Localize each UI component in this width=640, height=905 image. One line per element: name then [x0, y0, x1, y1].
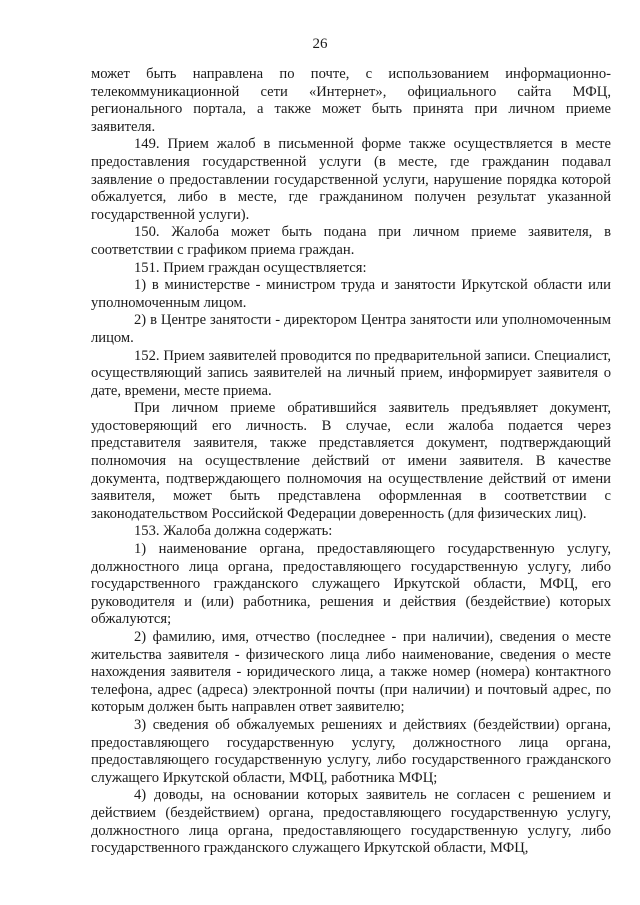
paragraph-153-item-3: 3) сведения об обжалуемых решениях и действиях (бездействии) органа, предоставляющего государственную услугу, должностного лица органа, предоставляющего государственную услугу, либо государственного гражданского служащего Иркутской области, МФЦ, работника МФЦ; — [91, 716, 611, 786]
paragraph-153-item-1: 1) наименование органа, предоставляющего государственную услугу, должностного лица органа, предоставляющего государственную услугу, либо государственного гражданского служащего Иркутской области, МФЦ, его руководителя и (или) работника, решения и действия (бездействие) которых обжалуются; — [91, 541, 611, 628]
paragraph-152: 152. Прием заявителей проводится по предварительной записи. Специалист, осуществляющий запись заявителей на личный прием, информирует заявителя о дате, времени, месте приема. — [91, 347, 611, 399]
page-number: 26 — [312, 36, 328, 52]
paragraph-153-item-2: 2) фамилию, имя, отчество (последнее - при наличии), сведения о месте жительства заявителя - физического лица либо наименование, сведения о месте нахождения заявителя - юридического лица, а также номер (номера) контактного телефона, адрес (адреса) электронной почты (при наличии) и почтовый адрес, по которым должен быть направлен ответ заявителю; — [91, 629, 611, 716]
document-body — [91, 66, 611, 858]
paragraph-153: 153. Жалоба должна содержать: — [134, 523, 333, 540]
paragraph-continuation: может быть направлена по почте, с использованием информационно-телекоммуникационной сети «Интернет», официального сайта МФЦ, регионального портала, а также может быть принята при личном приеме заявителя. — [91, 66, 611, 135]
paragraph-151: 151. Прием граждан осуществляется: — [134, 259, 367, 276]
paragraph-151-item-1: 1) в министерстве - министром труда и занятости Иркутской области или уполномоченным лицом. — [91, 277, 611, 311]
paragraph-150: 150. Жалоба может быть подана при личном приеме заявителя, в соответствии с графиком приема граждан. — [91, 224, 611, 258]
paragraph-153-item-4: 4) доводы, на основании которых заявитель не согласен с решением и действием (бездействием) органа, предоставляющего государственную услугу, должностного лица органа, предоставляющего государственную услугу, либо государственного гражданского служащего Иркутской области, МФЦ, — [91, 787, 611, 857]
paragraph-151-item-2: 2) в Центре занятости - директором Центра занятости или уполномоченным лицом. — [91, 312, 611, 346]
paragraph-personal-reception: При личном приеме обратившийся заявитель предъявляет документ, удостоверяющий его личность. В случае, если жалоба подается через представителя заявителя, также представляется документ, подтверждающий полномочия на осуществление действий от имени заявителя. В качестве документа, подтверждающего полномочия на осуществление действий от имени заявителя, может быть представлена оформленная в соответствии с законодательством Российской Федерации доверенность (для физических лиц). — [91, 400, 611, 522]
paragraph-149: 149. Прием жалоб в письменной форме также осуществляется в месте предоставления государственной услуги (в месте, где гражданин подавал заявление о предоставлении государственной услуги, нарушение порядка которой обжалуется, либо в месте, где гражданином получен результат указанной государственной услуги). — [91, 136, 611, 223]
